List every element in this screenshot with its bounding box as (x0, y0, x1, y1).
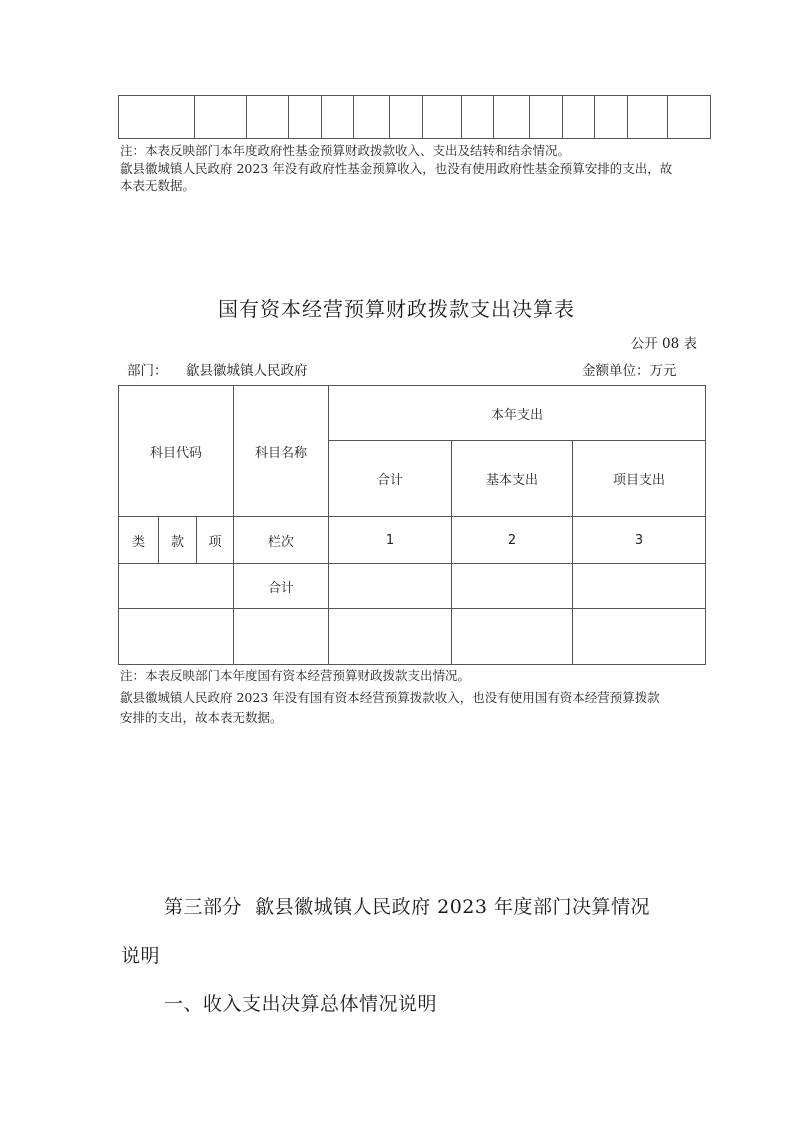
empty-cell (354, 96, 390, 139)
empty-cell (573, 609, 706, 665)
header-project-expense: 项目支出 (573, 441, 706, 517)
empty-cell (322, 96, 354, 139)
part3-heading-line1: 第三部分 歙县徽城镇人民政府 2023 年度部门决算情况 (164, 896, 651, 918)
total-row (119, 564, 706, 609)
empty-cell (462, 96, 494, 139)
department-label: 部门： (127, 363, 168, 379)
kuan-cell: 款 (159, 517, 197, 564)
header-subject-name: 科目名称 (234, 386, 329, 517)
table-title: 国有资本经营预算财政拨款支出决算表 (218, 297, 575, 321)
column-index-row (119, 517, 706, 564)
total-row-sum (329, 564, 452, 609)
previous-table-note-3: 本表无数据。 (120, 178, 196, 193)
column-index-1: 1 (329, 517, 452, 564)
empty-cell (390, 96, 423, 139)
table-note-1: 注：本表反映部门本年度国有资本经营预算财政拨款支出情况。 (120, 668, 471, 683)
total-row-basic (452, 564, 573, 609)
empty-cell (452, 609, 573, 665)
total-row-code-cell (119, 564, 234, 609)
state-capital-expense-table (118, 385, 706, 665)
column-index-3: 3 (573, 517, 706, 564)
department-value: 歙县徽城镇人民政府 (186, 363, 308, 379)
header-basic-expense: 基本支出 (452, 441, 573, 517)
previous-table-tail (118, 95, 711, 139)
empty-cell (195, 96, 247, 139)
column-index-label: 栏次 (234, 517, 329, 564)
empty-table-row (119, 96, 711, 139)
empty-cell (595, 96, 628, 139)
empty-cell (628, 96, 668, 139)
lei-cell: 类 (119, 517, 159, 564)
header-total: 合计 (329, 441, 452, 517)
previous-table-note-2: 歙县徽城镇人民政府 2023 年没有政府性基金预算收入，也没有使用政府性基金预算安排的支出，故 (120, 161, 673, 176)
empty-cell (119, 609, 234, 665)
xiang-cell: 项 (197, 517, 234, 564)
empty-cell (329, 609, 452, 665)
section1-heading: 一、收入支出决算总体情况说明 (164, 993, 438, 1015)
header-row-1 (119, 386, 706, 441)
empty-cell (423, 96, 462, 139)
empty-cell (247, 96, 289, 139)
header-subject-code: 科目代码 (119, 386, 234, 517)
previous-table-note-1: 注：本表反映部门本年度政府性基金预算财政拨款收入、支出及结转和结余情况。 (120, 143, 571, 158)
empty-cell (668, 96, 711, 139)
total-row-label: 合计 (234, 564, 329, 609)
empty-cell (563, 96, 595, 139)
amount-unit: 金额单位：万元 (582, 363, 677, 379)
empty-table-row (119, 609, 706, 665)
empty-cell (119, 96, 195, 139)
header-current-year-expense: 本年支出 (329, 386, 706, 441)
table-code: 公开 08 表 (630, 336, 697, 352)
column-index-2: 2 (452, 517, 573, 564)
part3-heading-line2: 说明 (121, 945, 161, 967)
empty-cell (234, 609, 329, 665)
empty-cell (494, 96, 530, 139)
total-row-project (573, 564, 706, 609)
table-note-2: 歙县徽城镇人民政府 2023 年没有国有资本经营预算拨款收入，也没有使用国有资本经营预算拨款 (120, 690, 660, 705)
table-note-3: 安排的支出，故本表无数据。 (120, 710, 283, 725)
empty-cell (530, 96, 563, 139)
empty-cell (289, 96, 322, 139)
